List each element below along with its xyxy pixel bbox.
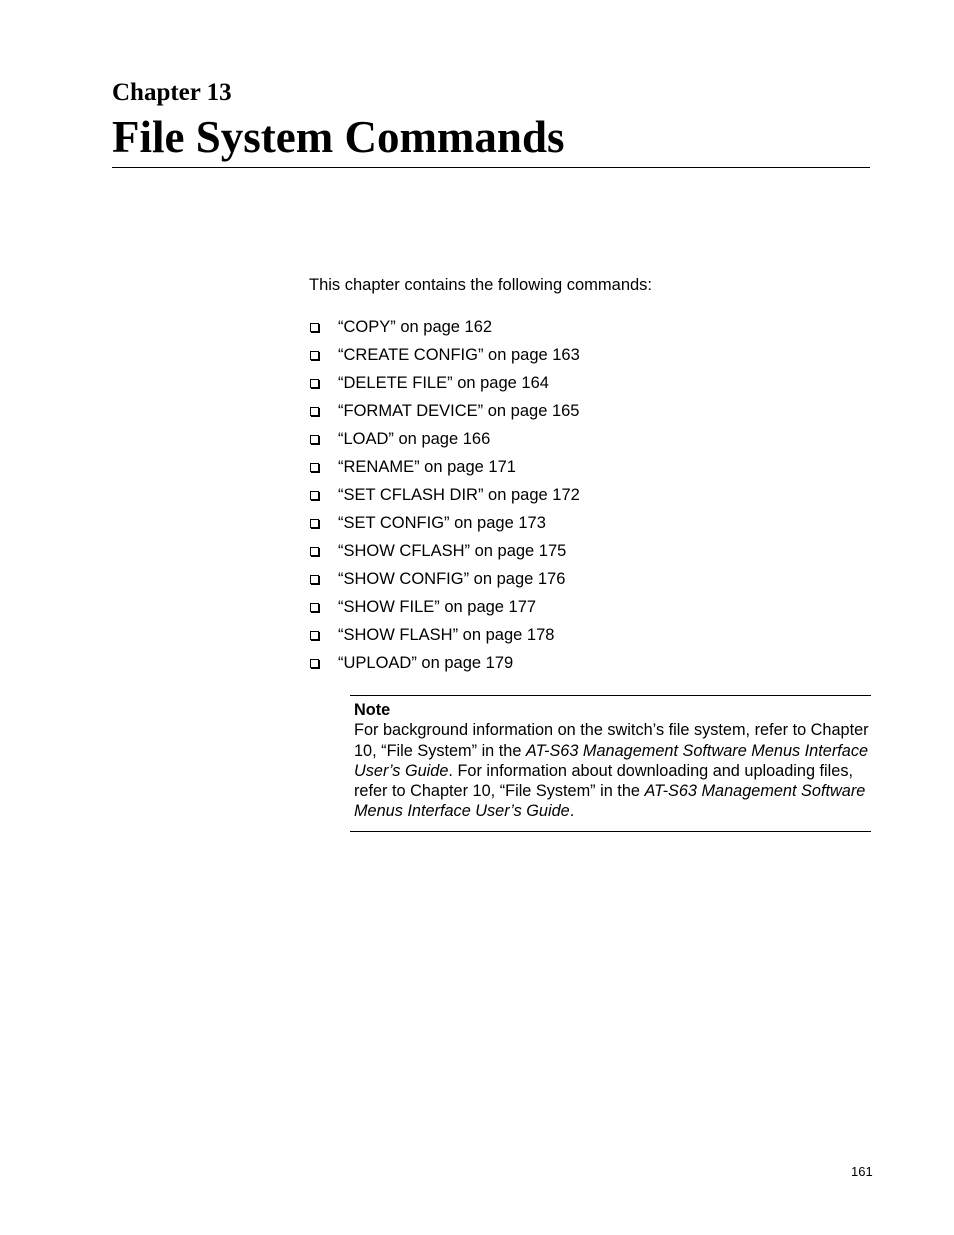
list-item: [309, 481, 580, 509]
command-link-text[interactable]: “SHOW FILE” on page 177: [338, 598, 537, 616]
list-item: [309, 369, 580, 397]
guide-title: AT-S63 Management Software Menus Interface User’s Guide: [354, 741, 869, 780]
list-item: [309, 565, 580, 593]
checkbox-bullet-icon: [310, 491, 319, 500]
title-divider: [112, 167, 870, 168]
note-text: .: [569, 802, 575, 821]
list-item: [309, 341, 580, 369]
checkbox-bullet-icon: [310, 603, 319, 612]
page-number: 161: [851, 1164, 873, 1179]
list-item: [309, 537, 580, 565]
checkbox-bullet-icon: [310, 407, 319, 416]
command-link-text[interactable]: “DELETE FILE” on page 164: [338, 374, 549, 392]
chapter-label: Chapter 13: [112, 79, 232, 106]
list-item: [309, 509, 580, 537]
command-link-text[interactable]: “COPY” on page 162: [338, 318, 493, 336]
note-heading: Note: [354, 701, 391, 719]
checkbox-bullet-icon: [310, 519, 319, 528]
checkbox-bullet-icon: [310, 351, 319, 360]
list-item: [309, 453, 580, 481]
list-item: [309, 649, 580, 677]
list-item: [309, 593, 580, 621]
chapter-title: File System Commands: [112, 112, 565, 162]
note-text: For background information on the switch’s file system, refer to Chapter 10, “File System” in the: [354, 721, 869, 760]
checkbox-bullet-icon: [310, 575, 319, 584]
note-box: [350, 695, 871, 832]
command-list: [309, 313, 580, 677]
checkbox-bullet-icon: [310, 631, 319, 640]
checkbox-bullet-icon: [310, 435, 319, 444]
command-link-text[interactable]: “SHOW CFLASH” on page 175: [338, 542, 567, 560]
checkbox-bullet-icon: [310, 379, 319, 388]
command-link-text[interactable]: “FORMAT DEVICE” on page 165: [338, 402, 580, 420]
command-link-text[interactable]: “SHOW CONFIG” on page 176: [338, 570, 566, 588]
list-item: [309, 425, 580, 453]
command-link-text[interactable]: “SET CONFIG” on page 173: [338, 514, 546, 532]
guide-title: AT-S63 Management Software Menus Interface User’s Guide: [354, 782, 866, 821]
command-link-text[interactable]: “SHOW FLASH” on page 178: [338, 626, 555, 644]
command-link-text[interactable]: “UPLOAD” on page 179: [338, 654, 514, 672]
list-item: [309, 397, 580, 425]
checkbox-bullet-icon: [310, 323, 319, 332]
command-link-text[interactable]: “RENAME” on page 171: [338, 458, 516, 476]
note-body: [354, 720, 871, 821]
checkbox-bullet-icon: [310, 463, 319, 472]
intro-text: This chapter contains the following commands:: [309, 276, 653, 294]
note-text: . For information about downloading and uploading files, refer to Chapter 10, “File System” in the: [354, 761, 854, 801]
command-link-text[interactable]: “LOAD” on page 166: [338, 430, 491, 448]
command-link-text[interactable]: “CREATE CONFIG” on page 163: [338, 346, 580, 364]
command-link-text[interactable]: “SET CFLASH DIR” on page 172: [338, 486, 580, 504]
checkbox-bullet-icon: [310, 547, 319, 556]
checkbox-bullet-icon: [310, 659, 319, 668]
list-item: [309, 313, 580, 341]
list-item: [309, 621, 580, 649]
